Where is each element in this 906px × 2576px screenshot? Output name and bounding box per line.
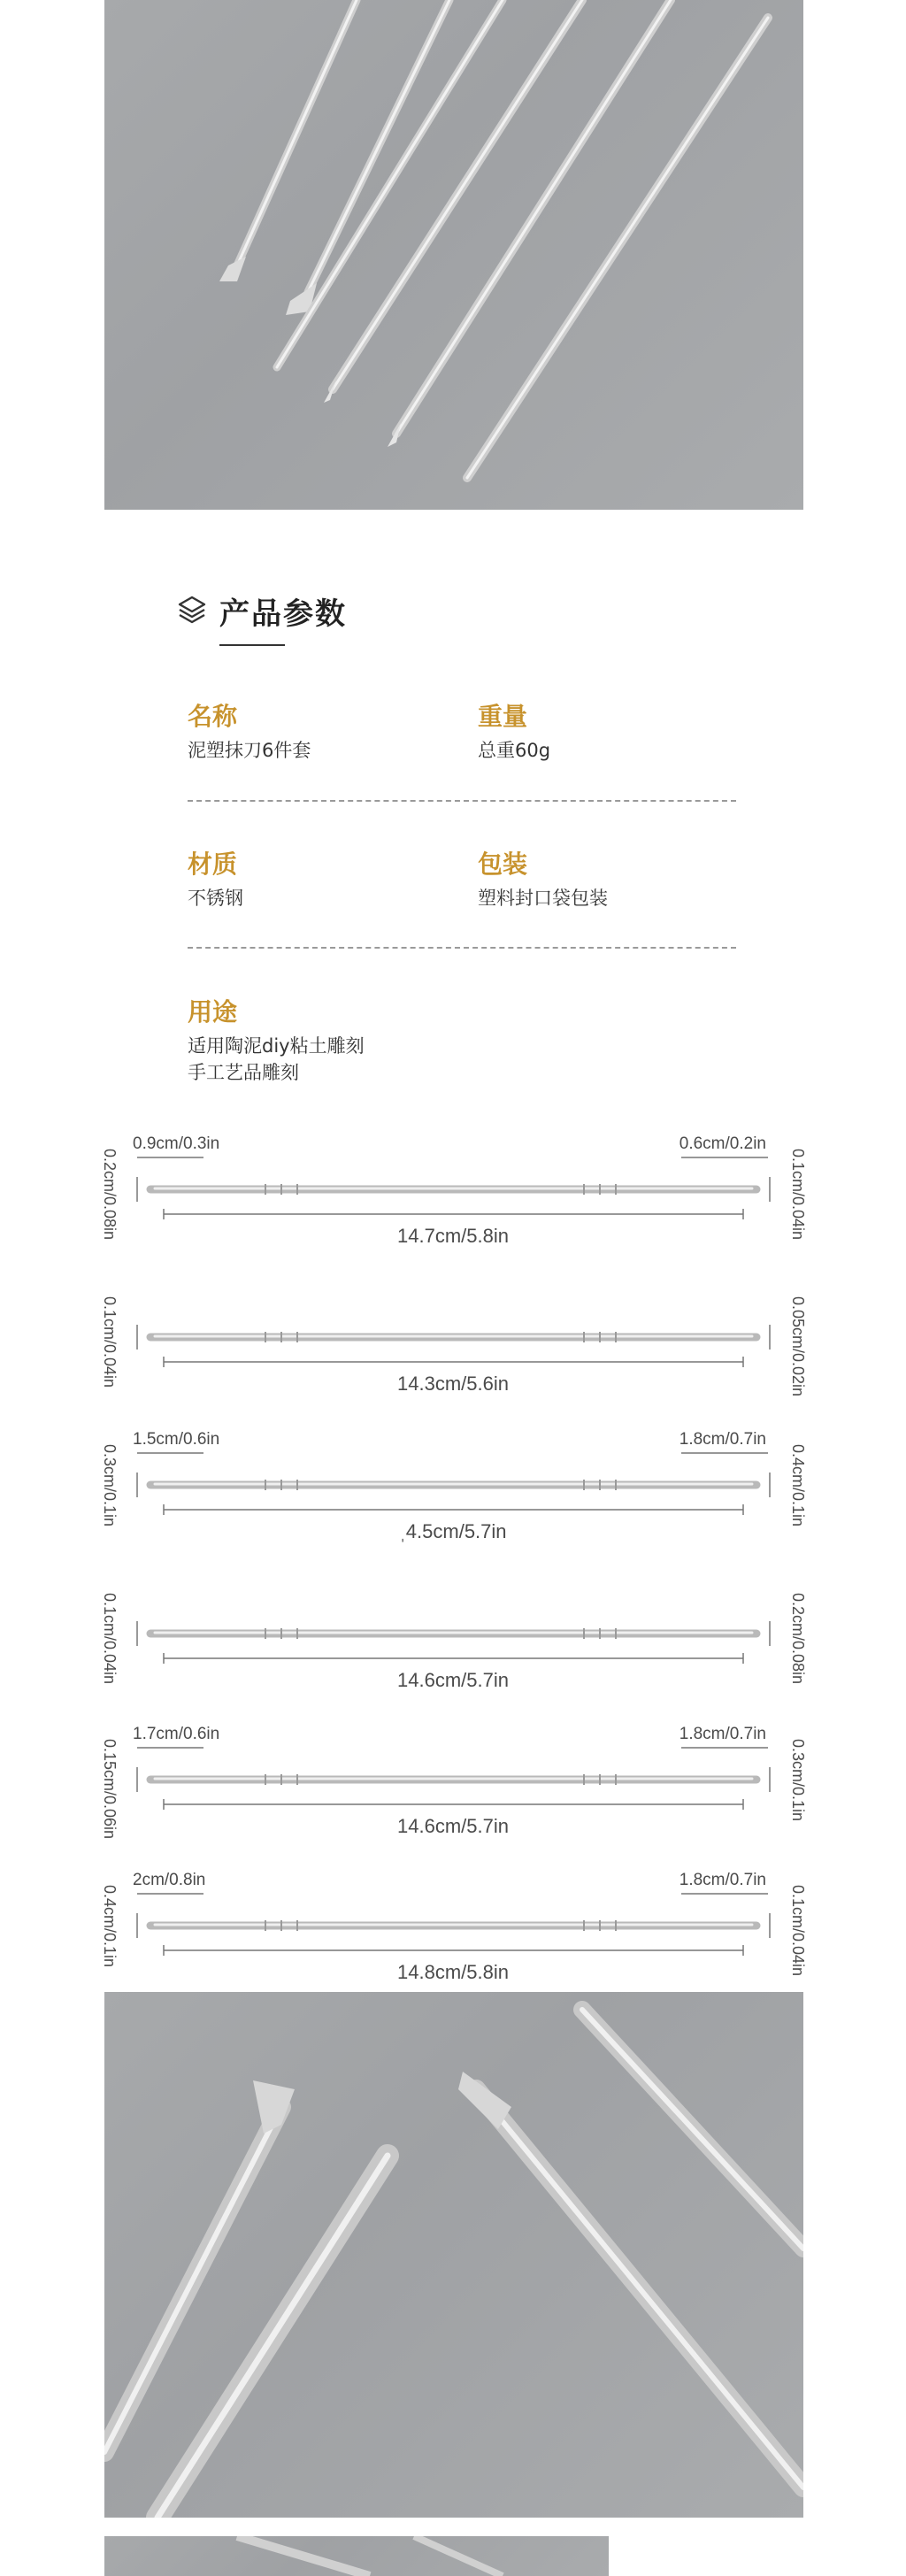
param-value-line-1: 适用陶泥diy粘土雕刻 — [188, 1035, 365, 1057]
title-underline — [219, 644, 285, 646]
left-width-label: 0.4cm/0.1in — [101, 1885, 119, 1968]
product-photo-bottom — [104, 1992, 803, 2518]
left-width-label: 0.15cm/0.06in — [101, 1739, 119, 1840]
tool-length-label: 14.6cm/5.7in — [397, 1815, 509, 1837]
right-width-label: 0.3cm/0.1in — [789, 1739, 807, 1822]
left-width-label: 0.2cm/0.08in — [101, 1149, 119, 1241]
right-width-label: 0.1cm/0.04in — [789, 1149, 807, 1241]
left-width-label: 0.1cm/0.04in — [101, 1296, 119, 1388]
dashed-divider — [188, 947, 736, 949]
left-tip-label: 1.7cm/0.6in — [133, 1725, 220, 1743]
param-value: 不锈钢 — [188, 888, 243, 909]
param-usage — [188, 997, 365, 1086]
right-tip-label: 0.6cm/0.2in — [679, 1134, 766, 1153]
left-tip-label: 1.5cm/0.6in — [133, 1430, 220, 1449]
right-width-label: 0.05cm/0.02in — [789, 1296, 807, 1397]
left-tip-label: 0.9cm/0.3in — [133, 1134, 220, 1153]
product-photo-top — [104, 0, 803, 510]
param-label: 材质 — [188, 850, 238, 879]
param-value: 塑料封口袋包装 — [478, 888, 608, 909]
param-material — [188, 850, 243, 911]
tool-length-label: 14.6cm/5.7in — [397, 1669, 509, 1691]
section-heading — [177, 588, 347, 633]
tool-length-label: 14.3cm/5.6in — [397, 1373, 509, 1395]
param-value: 总重60g — [478, 740, 551, 761]
param-value-line-2: 手工艺品雕刻 — [188, 1062, 299, 1083]
product-photo-strip — [104, 2536, 609, 2576]
right-width-label: 0.2cm/0.08in — [789, 1593, 807, 1685]
tool-length-label: ˌ4.5cm/5.7in — [399, 1520, 507, 1542]
right-width-label: 0.4cm/0.1in — [789, 1444, 807, 1527]
param-label: 重量 — [478, 702, 528, 731]
dashed-divider — [188, 800, 736, 802]
left-width-label: 0.3cm/0.1in — [101, 1444, 119, 1527]
param-value: 泥塑抹刀6件套 — [188, 740, 311, 761]
param-label: 名称 — [188, 702, 238, 731]
param-label: 包装 — [478, 850, 528, 879]
right-width-label: 0.1cm/0.04in — [789, 1885, 807, 1977]
param-name — [188, 702, 311, 764]
layers-icon — [177, 594, 207, 627]
left-width-label: 0.1cm/0.04in — [101, 1593, 119, 1685]
right-tip-label: 1.8cm/0.7in — [679, 1430, 766, 1449]
tool-length-label: 14.8cm/5.8in — [397, 1961, 509, 1983]
right-tip-label: 1.8cm/0.7in — [679, 1725, 766, 1743]
tool-length-label: 14.7cm/5.8in — [397, 1225, 509, 1247]
param-packaging — [478, 850, 608, 911]
left-tip-label: 2cm/0.8in — [133, 1871, 206, 1889]
param-label: 用途 — [188, 997, 238, 1027]
section-title: 产品参数 — [219, 596, 347, 632]
right-tip-label: 1.8cm/0.7in — [679, 1871, 766, 1889]
tool-dimensions — [0, 1106, 906, 1991]
param-weight — [478, 702, 550, 764]
